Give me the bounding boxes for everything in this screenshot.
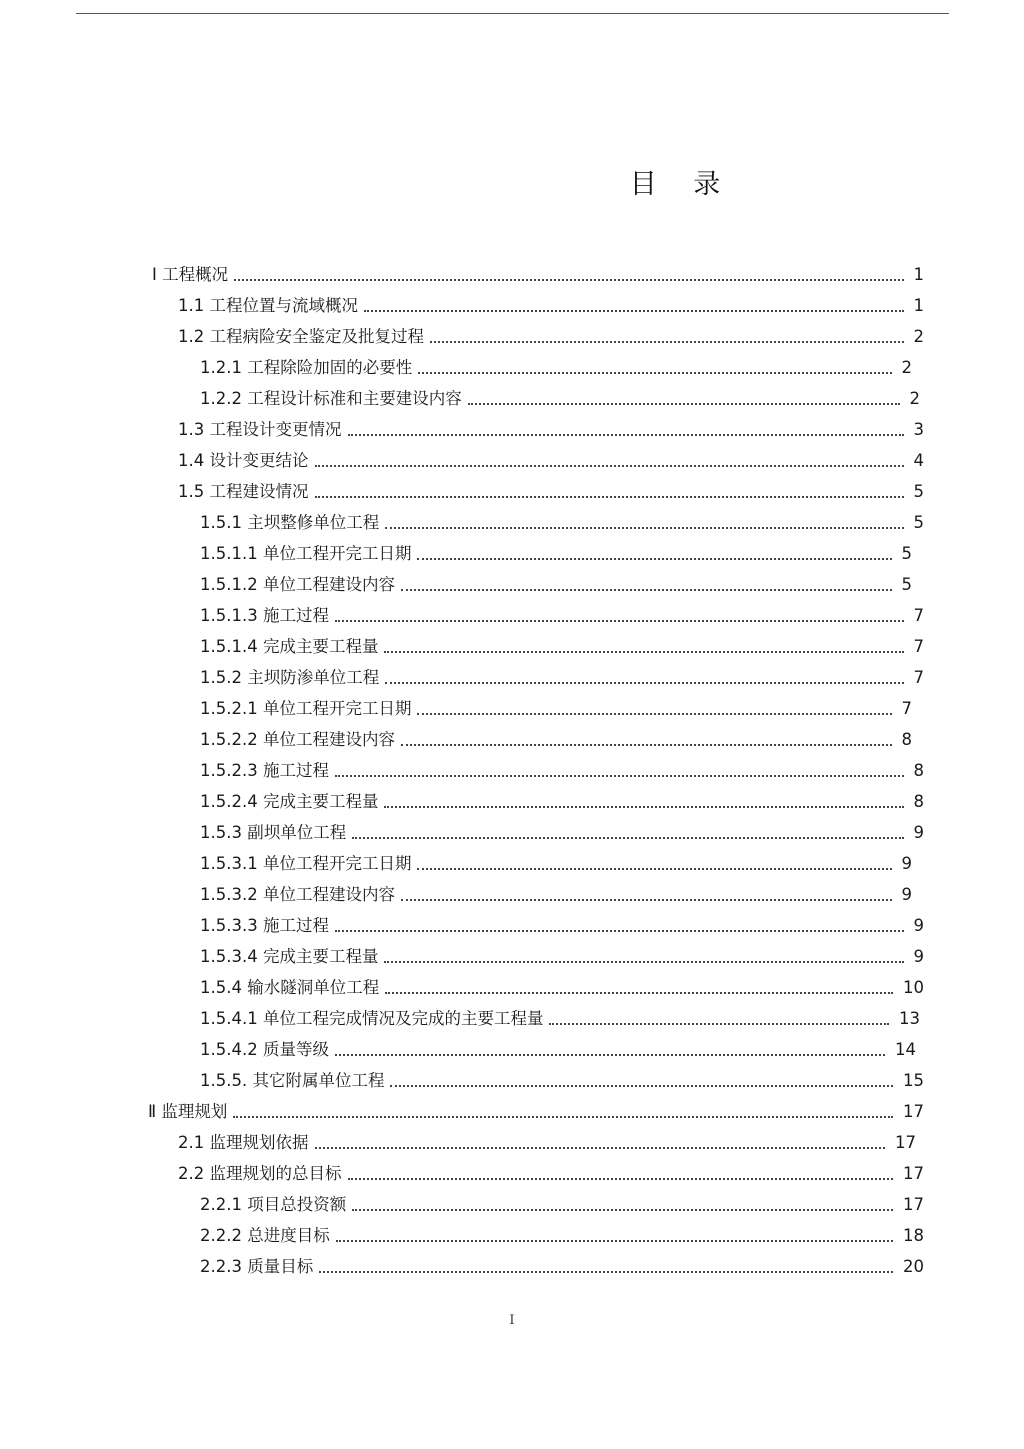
toc-entry[interactable] — [200, 876, 912, 906]
toc-entry-label: 1.5.2.1 单位工程开完工日期 — [200, 699, 412, 718]
toc-entry-label: 1.5.1.1 单位工程开完工日期 — [200, 544, 412, 563]
toc-entry[interactable] — [178, 1155, 924, 1185]
toc-entry[interactable] — [200, 535, 912, 565]
toc-dot-leader — [417, 698, 891, 720]
toc-entry[interactable] — [152, 256, 924, 286]
toc-dot-leader — [233, 1101, 893, 1123]
toc-entry-label: 1.5.1.3 施工过程 — [200, 606, 329, 625]
toc-entry-label: 1.5.1 主坝整修单位工程 — [200, 513, 380, 532]
toc-entry-label: 1.5.3.4 完成主要工程量 — [200, 947, 379, 966]
toc-dot-leader — [385, 667, 903, 689]
toc-entry-page: 7 — [913, 637, 924, 656]
toc-entry[interactable] — [200, 1186, 924, 1216]
toc-dot-leader — [335, 1039, 885, 1061]
toc-dot-leader — [335, 915, 904, 937]
toc-entry[interactable] — [200, 380, 920, 410]
toc-entry[interactable] — [200, 814, 924, 844]
toc-entry-page: 17 — [903, 1195, 924, 1214]
toc-entry-label: Ⅰ 工程概况 — [152, 265, 229, 284]
toc-entry-page: 14 — [895, 1040, 916, 1059]
toc-entry[interactable] — [200, 752, 924, 782]
toc-dot-leader — [364, 295, 904, 317]
toc-dot-leader — [430, 326, 904, 348]
toc-entry[interactable] — [200, 1000, 920, 1030]
toc-entry-label: 1.1 工程位置与流域概况 — [178, 296, 358, 315]
toc-entry-page: 8 — [901, 730, 912, 749]
toc-entry-page: 2 — [909, 389, 920, 408]
toc-entry[interactable] — [200, 938, 924, 968]
toc-entry-page: 2 — [913, 327, 924, 346]
toc-entry[interactable] — [178, 411, 924, 441]
toc-entry-label: 1.5.2.2 单位工程建设内容 — [200, 730, 395, 749]
toc-entry-page: 8 — [913, 792, 924, 811]
toc-dot-leader — [401, 574, 892, 596]
toc-dot-leader — [385, 977, 893, 999]
toc-entry[interactable] — [178, 287, 924, 317]
toc-entry-page: 20 — [903, 1257, 924, 1276]
toc-entry-page: 17 — [895, 1133, 916, 1152]
toc-entry-page: 7 — [901, 699, 912, 718]
toc-entry-page: 7 — [913, 668, 924, 687]
toc-entry-page: 5 — [901, 575, 912, 594]
toc-dot-leader — [234, 264, 903, 286]
toc-entry-label: 1.5 工程建设情况 — [178, 482, 309, 501]
toc-entry-label: 1.5.2.3 施工过程 — [200, 761, 329, 780]
toc-entry[interactable] — [200, 628, 924, 658]
toc-entry[interactable] — [200, 349, 912, 379]
toc-dot-leader — [315, 1132, 886, 1154]
toc-entry-page: 7 — [913, 606, 924, 625]
toc-entry-page: 9 — [913, 947, 924, 966]
toc-entry-page: 2 — [901, 358, 912, 377]
toc-entry-label: Ⅱ 监理规划 — [148, 1102, 228, 1121]
toc-entry-page: 9 — [913, 823, 924, 842]
toc-entry-page: 9 — [901, 885, 912, 904]
toc-entry-label: 2.1 监理规划依据 — [178, 1133, 309, 1152]
toc-dot-leader — [336, 1225, 893, 1247]
toc-entry[interactable] — [200, 907, 924, 937]
toc-entry[interactable] — [178, 318, 924, 348]
toc-entry-label: 1.3 工程设计变更情况 — [178, 420, 342, 439]
toc-entry-label: 2.2.2 总进度目标 — [200, 1226, 330, 1245]
toc-dot-leader — [335, 760, 904, 782]
toc-dot-leader — [390, 1070, 893, 1092]
toc-entry-page: 5 — [913, 513, 924, 532]
toc-dot-leader — [319, 1256, 893, 1278]
toc-entry-label: 2.2.1 项目总投资额 — [200, 1195, 347, 1214]
toc-entry[interactable] — [200, 783, 924, 813]
toc-entry[interactable] — [178, 473, 924, 503]
toc-dot-leader — [315, 450, 904, 472]
toc-dot-leader — [348, 419, 904, 441]
toc-entry-label: 1.5.1.2 单位工程建设内容 — [200, 575, 395, 594]
toc-entry[interactable] — [200, 504, 924, 534]
toc-dot-leader — [417, 543, 891, 565]
toc-entry-label: 1.2 工程病险安全鉴定及批复过程 — [178, 327, 424, 346]
toc-entry-page: 10 — [903, 978, 924, 997]
toc-dot-leader — [417, 853, 891, 875]
toc-entry-page: 5 — [901, 544, 912, 563]
toc-entry-page: 4 — [913, 451, 924, 470]
page-number-footer: I — [509, 1313, 515, 1328]
toc-entry-page: 9 — [901, 854, 912, 873]
toc-dot-leader — [315, 481, 904, 503]
toc-dot-leader — [348, 1163, 894, 1185]
toc-dot-leader — [549, 1008, 889, 1030]
header-rule — [76, 13, 949, 14]
toc-dot-leader — [352, 1194, 893, 1216]
toc-dot-leader — [384, 636, 903, 658]
toc-entry-page: 8 — [913, 761, 924, 780]
toc-dot-leader — [468, 388, 900, 410]
toc-dot-leader — [401, 729, 892, 751]
toc-entry-page: 13 — [899, 1009, 920, 1028]
toc-entry[interactable] — [178, 442, 924, 472]
toc-entry-label: 1.5.3 副坝单位工程 — [200, 823, 347, 842]
toc-dot-leader — [335, 605, 904, 627]
toc-entry[interactable] — [200, 659, 924, 689]
toc-entry-page: 17 — [903, 1102, 924, 1121]
toc-title: 目 录 — [629, 169, 735, 200]
toc-entry[interactable] — [200, 969, 924, 999]
toc-entry[interactable] — [200, 721, 912, 751]
toc-entry-label: 1.2.1 工程除险加固的必要性 — [200, 358, 413, 377]
toc-entry-page: 17 — [903, 1164, 924, 1183]
toc-entry-page: 9 — [913, 916, 924, 935]
toc-entry-page: 18 — [903, 1226, 924, 1245]
toc-entry-label: 1.5.4.1 单位工程完成情况及完成的主要工程量 — [200, 1009, 544, 1028]
toc-entry-label: 1.5.4 输水隧洞单位工程 — [200, 978, 380, 997]
toc-entry-label: 1.5.2.4 完成主要工程量 — [200, 792, 379, 811]
toc-entry-label: 1.5.4.2 质量等级 — [200, 1040, 329, 1059]
toc-entry-label: 1.5.3.1 单位工程开完工日期 — [200, 854, 412, 873]
toc-dot-leader — [384, 946, 903, 968]
toc-entry[interactable] — [200, 566, 912, 596]
toc-entry-label: 1.5.3.2 单位工程建设内容 — [200, 885, 395, 904]
toc-entry[interactable] — [200, 597, 924, 627]
toc-dot-leader — [401, 884, 892, 906]
toc-entry-label: 2.2.3 质量目标 — [200, 1257, 314, 1276]
toc-entry-page: 3 — [913, 420, 924, 439]
toc-dot-leader — [418, 357, 891, 379]
toc-entry[interactable] — [200, 1217, 924, 1247]
toc-entry-label: 1.2.2 工程设计标准和主要建设内容 — [200, 389, 462, 408]
toc-entry[interactable] — [200, 845, 912, 875]
toc-entry-page: 1 — [913, 296, 924, 315]
toc-entry[interactable] — [200, 1062, 924, 1092]
toc-entry[interactable] — [200, 1248, 924, 1278]
toc-entry[interactable] — [200, 1031, 916, 1061]
toc-entry-label: 1.4 设计变更结论 — [178, 451, 309, 470]
toc-entry-label: 2.2 监理规划的总目标 — [178, 1164, 342, 1183]
toc-entry[interactable] — [178, 1124, 916, 1154]
toc-entry[interactable] — [200, 690, 912, 720]
toc-entry-page: 5 — [913, 482, 924, 501]
toc-entry-label: 1.5.2 主坝防渗单位工程 — [200, 668, 380, 687]
toc-entry-label: 1.5.3.3 施工过程 — [200, 916, 329, 935]
toc-dot-leader — [352, 822, 903, 844]
toc-entry[interactable] — [148, 1093, 924, 1123]
toc-entry-label: 1.5.5. 其它附属单位工程 — [200, 1071, 385, 1090]
toc-entry-page: 1 — [913, 265, 924, 284]
toc-entry-page: 15 — [903, 1071, 924, 1090]
toc-dot-leader — [384, 791, 903, 813]
toc-entry-label: 1.5.1.4 完成主要工程量 — [200, 637, 379, 656]
toc-dot-leader — [385, 512, 903, 534]
